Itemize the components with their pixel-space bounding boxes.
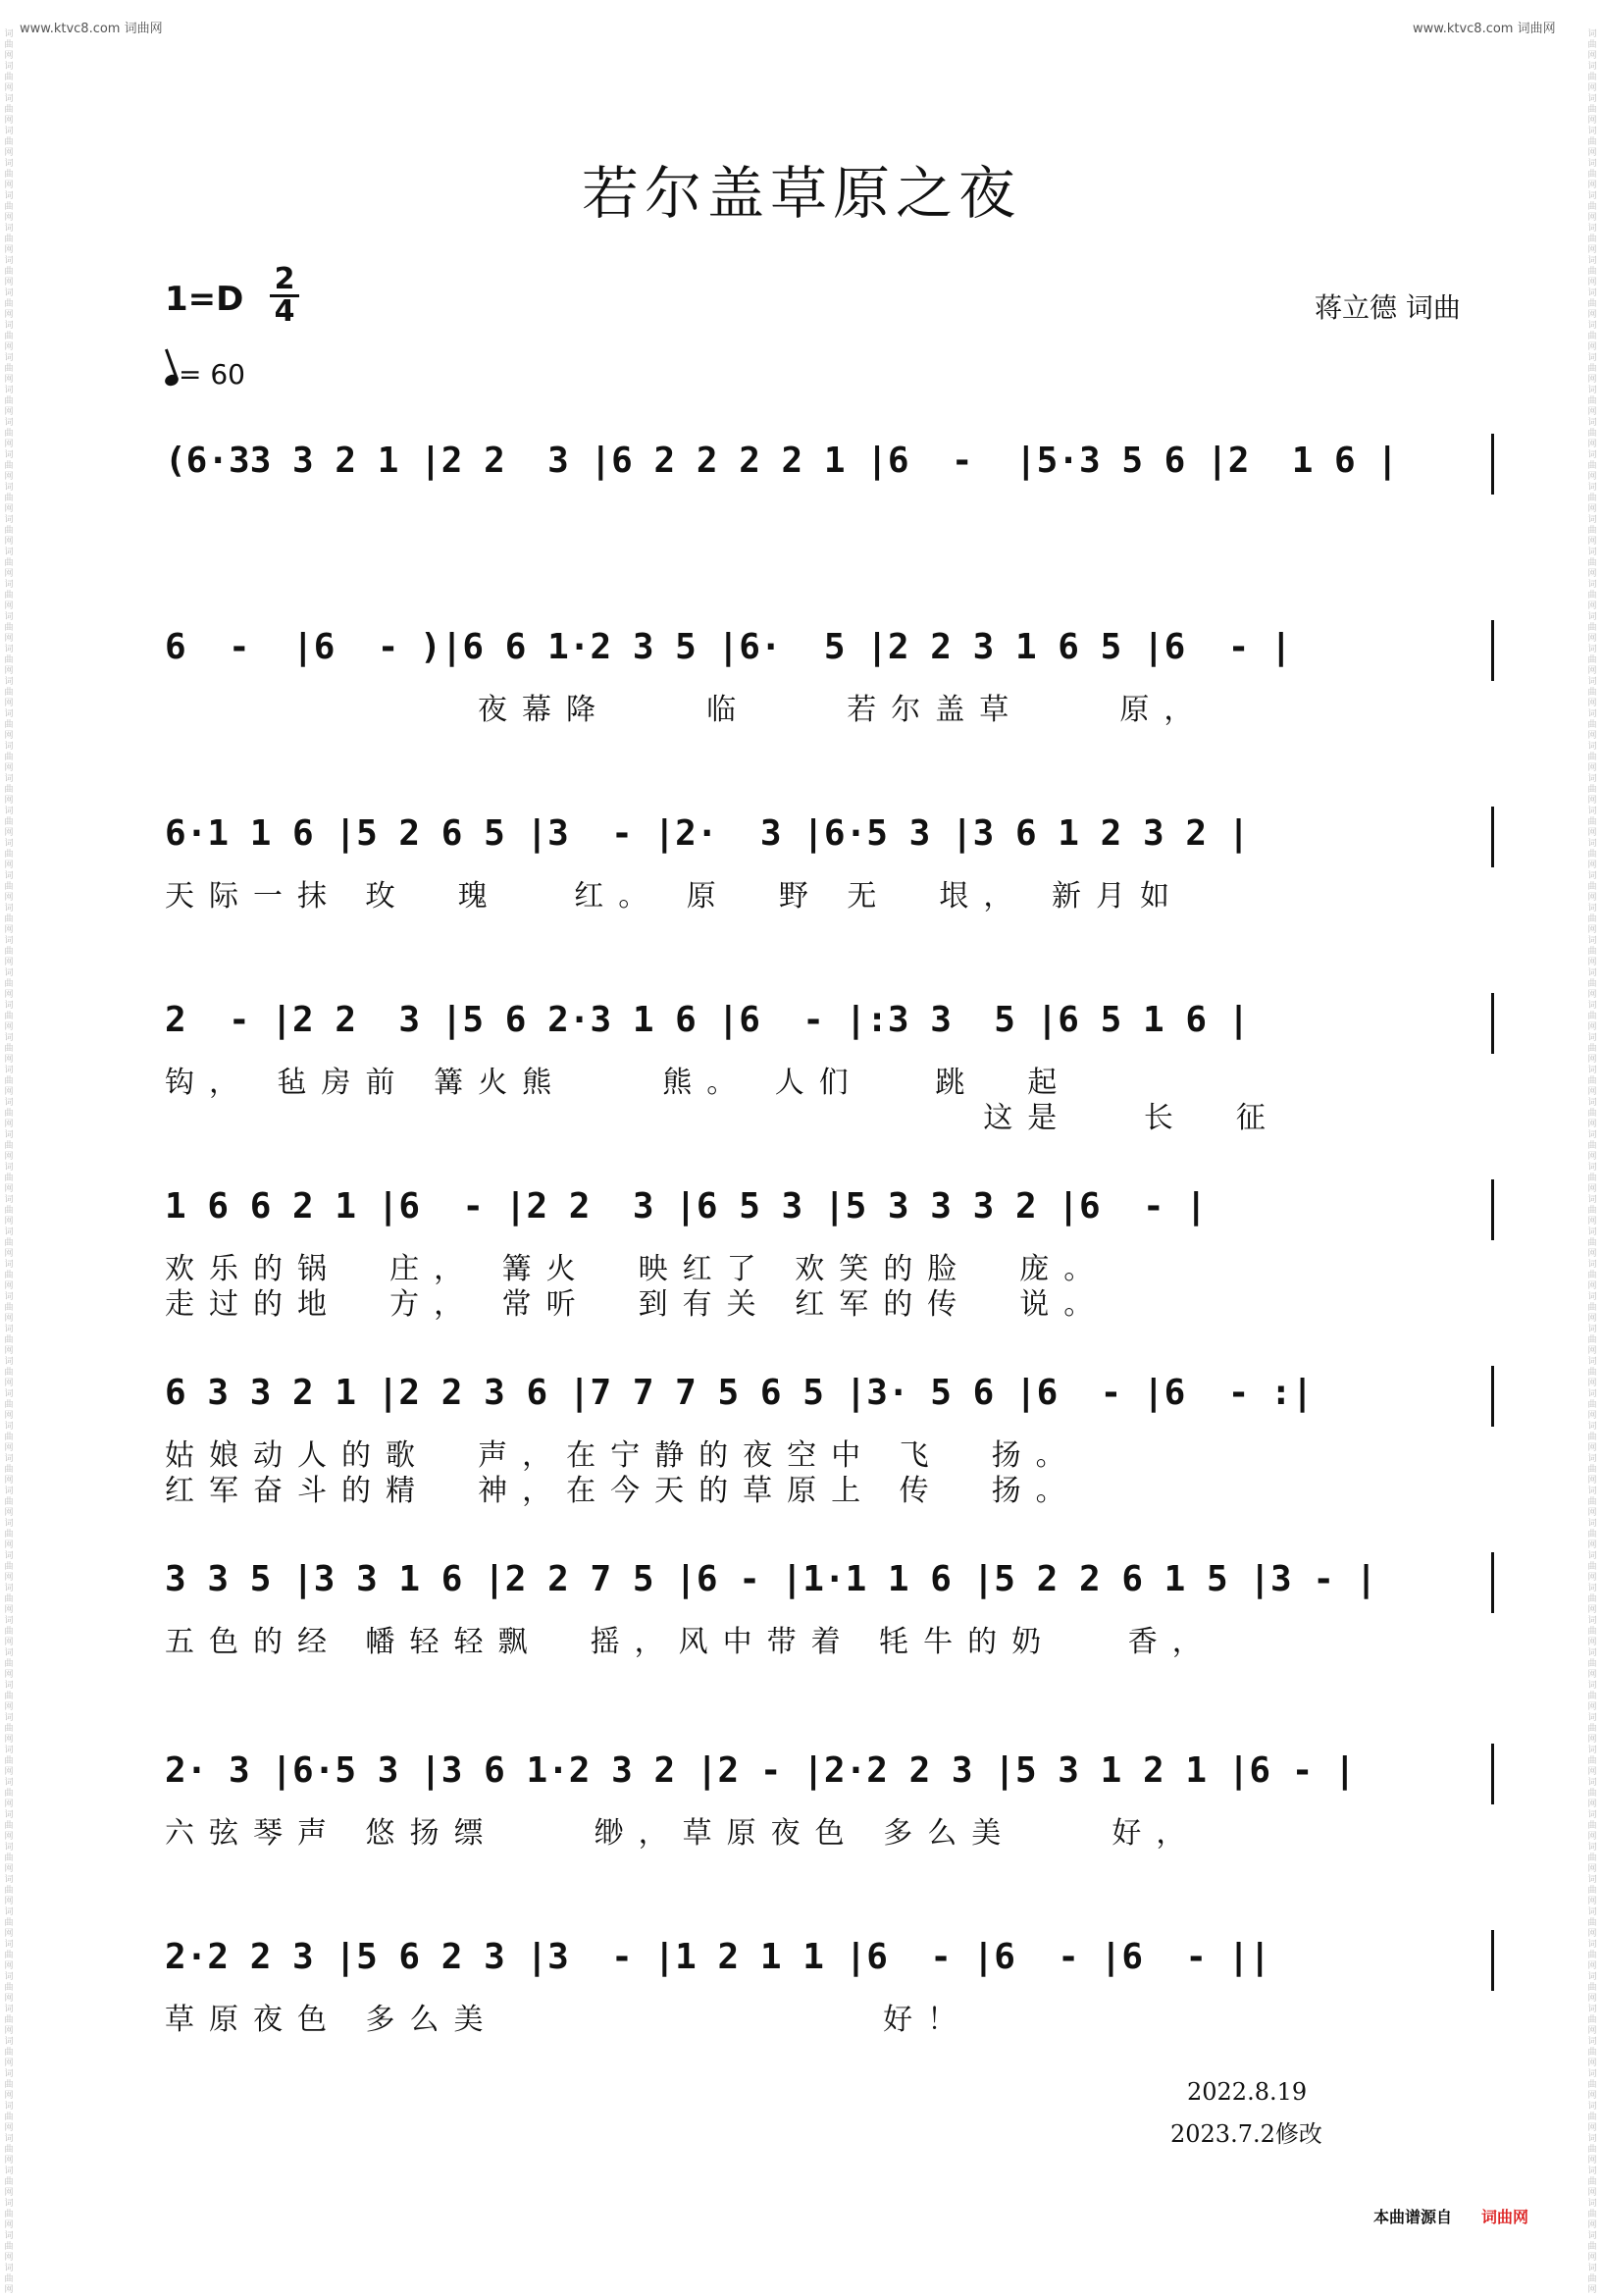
staff-line	[165, 1732, 1494, 1928]
key-signature: 1=D	[165, 280, 244, 319]
barline	[1491, 1744, 1494, 1804]
time-signature	[270, 262, 299, 329]
lyric-line: 天际一抹 玫 瑰 红。 原 野 无 垠， 新月如	[165, 879, 1184, 913]
staff-line	[165, 1540, 1494, 1737]
tempo-value: = 60	[179, 358, 245, 391]
barline	[1491, 620, 1494, 681]
notes: 6·1 1 6 |5 2 6 5 |3 - |2· 3 |6·5 3 |3 6 1 2 3 2 |	[165, 813, 1250, 854]
watermark-right: www.ktvc8.com 词曲网	[1413, 22, 1556, 36]
time-signature-bottom: 4	[274, 294, 295, 329]
footer-site-logo: 词曲网	[1481, 2208, 1529, 2226]
footer-source: 本曲谱源自	[1373, 2208, 1453, 2226]
notes: (6·33 3 2 1 |2 2 3 |6 2 2 2 2 1 |6 - |5·3 5 6 |2 1 6 |	[165, 441, 1399, 481]
song-title: 若尔盖草原之夜	[581, 160, 1021, 227]
side-watermark-right: 词曲网词曲网词曲网词曲网词曲网词曲网词曲网词曲网词曲网词曲网词曲网词曲网词曲网词曲网词曲网词曲网词曲网词曲网词曲网词曲网词曲网词曲网词曲网词曲网词曲网词曲网词曲网词曲网词曲网词曲网词曲网词曲网词曲网词曲网词曲网词曲网词曲网词曲网词曲网词曲网词曲网词曲网词曲网词曲网词曲网词曲网词曲网词曲网词曲网词曲网词曲网词曲网词曲网词曲网词曲网词曲网词曲网词曲网词曲网词曲网词曲网词曲网词曲网词曲网词曲网词曲网词曲网词曲网词曲网词曲网	[1587, 29, 1597, 2295]
lyric-line: 夜幕降 临 若尔盖草 原，	[165, 693, 1209, 727]
notes: 2·2 2 3 |5 6 2 3 |3 - |1 2 1 1 |6 - |6 - |6 - ||	[165, 1937, 1271, 1977]
barline	[1491, 1366, 1494, 1427]
staff-line	[165, 422, 1494, 618]
lyric-line: 草原夜色 多么美 好！	[165, 2003, 972, 2037]
notes: 2· 3 |6·5 3 |3 6 1·2 3 2 |2 - |2·2 2 3 |5 3 1 2 1 |6 - |	[165, 1750, 1356, 1791]
lyric-line: 五色的经 幡轻轻飘 摇，风中带着 牦牛的奶 香，	[165, 1625, 1216, 1659]
barline	[1491, 1552, 1494, 1613]
composer-credit: 蒋立德 词曲	[1315, 291, 1461, 324]
notes: 6 - |6 - )|6 6 1·2 3 5 |6· 5 |2 2 3 1 6 5 |6 - |	[165, 627, 1292, 667]
quarter-note-icon	[164, 373, 181, 388]
time-signature-top: 2	[270, 265, 299, 297]
barline	[1491, 807, 1494, 867]
staff-line	[165, 1168, 1494, 1364]
watermark-left: www.ktvc8.com 词曲网	[20, 22, 163, 36]
lyric-line: 这是 长 征	[165, 1101, 1280, 1135]
barline	[1491, 1930, 1494, 1991]
lyric-line: 走过的地 方， 常听 到有关 红军的传 说。	[165, 1287, 1109, 1322]
lyric-line: 钩， 毡房前 篝火熊 熊。 人们 跳 起	[165, 1066, 1072, 1100]
barline	[1491, 993, 1494, 1054]
staff-line	[165, 1354, 1494, 1550]
footer	[1373, 2205, 1528, 2227]
lyric-line: 红军奋斗的精 神，在今天的草原上 传 扬。	[165, 1474, 1080, 1508]
lyric-line: 欢乐的锅 庄， 篝火 映红了 欢笑的脸 庞。	[165, 1252, 1109, 1286]
staff-line	[165, 608, 1494, 805]
notes: 2 - |2 2 3 |5 6 2·3 1 6 |6 - |:3 3 5 |6 5 1 6 |	[165, 1000, 1250, 1040]
barline	[1491, 434, 1494, 495]
barline	[1491, 1179, 1494, 1240]
notes: 1 6 6 2 1 |6 - |2 2 3 |6 5 3 |5 3 3 3 2 |6 - |	[165, 1186, 1208, 1226]
lyric-line: 六弦琴声 悠扬缥 缈，草原夜色 多么美 好，	[165, 1816, 1201, 1851]
notes: 6 3 3 2 1 |2 2 3 6 |7 7 7 5 6 5 |3· 5 6 |6 - |6 - :|	[165, 1373, 1314, 1413]
lyric-line: 姑娘动人的歌 声，在宁静的夜空中 飞 扬。	[165, 1438, 1080, 1473]
side-watermark-left: 词曲网词曲网词曲网词曲网词曲网词曲网词曲网词曲网词曲网词曲网词曲网词曲网词曲网词曲网词曲网词曲网词曲网词曲网词曲网词曲网词曲网词曲网词曲网词曲网词曲网词曲网词曲网词曲网词曲网词曲网词曲网词曲网词曲网词曲网词曲网词曲网词曲网词曲网词曲网词曲网词曲网词曲网词曲网词曲网词曲网词曲网词曲网词曲网词曲网词曲网词曲网词曲网词曲网词曲网词曲网词曲网词曲网词曲网词曲网词曲网词曲网词曲网词曲网词曲网词曲网词曲网词曲网词曲网词曲网词曲网	[4, 29, 14, 2295]
date-revised: 2023.7.2修改	[1170, 2120, 1322, 2148]
notes: 3 3 5 |3 3 1 6 |2 2 7 5 |6 - |1·1 1 6 |5 2 2 6 1 5 |3 - |	[165, 1559, 1377, 1599]
date-written: 2022.8.19	[1187, 2078, 1308, 2106]
tempo-marking	[165, 358, 245, 391]
staff-line	[165, 795, 1494, 991]
staff-line	[165, 981, 1494, 1177]
